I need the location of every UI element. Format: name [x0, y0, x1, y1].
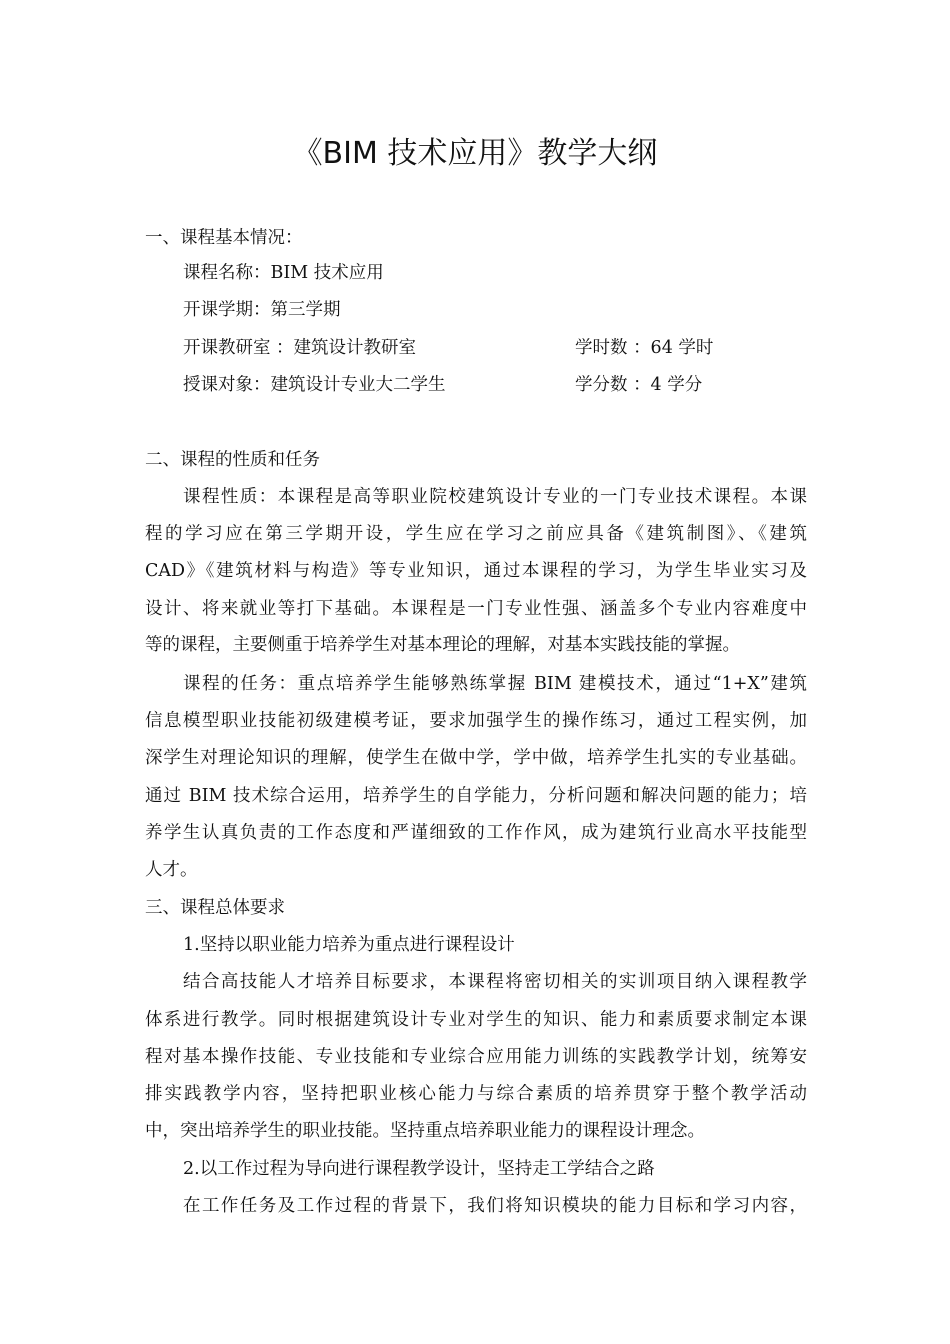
paragraph-line: 体系进行教学。同时根据建筑设计专业对学生的知识、能力和素质要求制定本课	[145, 1010, 807, 1030]
course-semester: 开课学期：第三学期	[183, 300, 341, 320]
paragraph-line: 通过 BIM 技术综合运用，培养学生的自学能力，分析问题和解决问题的能力；培	[145, 786, 807, 806]
paragraph-line: 养学生认真负责的工作态度和严谨细致的工作作风，成为建筑行业高水平技能型	[145, 823, 807, 843]
course-audience: 授课对象：建筑设计专业大二学生	[183, 375, 446, 395]
section-3-heading: 三、课程总体要求	[145, 898, 285, 918]
course-name: 课程名称：BIM 技术应用	[183, 263, 384, 283]
paragraph-line: 设计、将来就业等打下基础。本课程是一门专业性强、涵盖多个专业内容难度中	[145, 599, 807, 619]
course-credits: 学分数 ：4 学分	[575, 375, 703, 395]
paragraph-line: 排实践教学内容，坚持把职业核心能力与综合素质的培养贯穿于整个教学活动	[145, 1084, 807, 1104]
paragraph-line: CAD》《建筑材料与构造》等专业知识，通过本课程的学习，为学生毕业实习及	[145, 561, 807, 581]
paragraph-line: 课程的任务：重点培养学生能够熟练掌握 BIM 建模技术，通过“1+X”建筑	[183, 674, 807, 694]
paragraph-line: 程对基本操作技能、专业技能和专业综合应用能力训练的实践教学计划，统筹安	[145, 1047, 807, 1067]
paragraph-line: 程的学习应在第三学期开设，学生应在学习之前应具备《建筑制图》、《建筑	[145, 524, 807, 544]
paragraph-line: 等的课程，主要侧重于培养学生对基本理论的理解，对基本实践技能的掌握。	[145, 635, 740, 655]
course-hours: 学时数 ：64 学时	[575, 338, 714, 358]
course-department: 开课教研室 ：建筑设计教研室	[183, 338, 417, 358]
paragraph-line: 课程性质：本课程是高等职业院校建筑设计专业的一门专业技术课程。本课	[183, 487, 807, 507]
section-1-heading: 一、课程基本情况：	[145, 228, 303, 248]
paragraph-line: 中，突出培养学生的职业技能。坚持重点培养职业能力的课程设计理念。	[145, 1121, 705, 1141]
subsection-2-title: 2.以工作过程为导向进行课程教学设计，坚持走工学结合之路	[183, 1159, 655, 1179]
section-2-heading: 二、课程的性质和任务	[145, 450, 320, 470]
paragraph-line: 结合高技能人才培养目标要求，本课程将密切相关的实训项目纳入课程教学	[183, 972, 807, 992]
paragraph-line: 深学生对理论知识的理解，使学生在做中学，学中做，培养学生扎实的专业基础。	[145, 748, 807, 768]
paragraph-line: 在工作任务及工作过程的背景下，我们将知识模块的能力目标和学习内容，	[183, 1196, 807, 1216]
paragraph-line: 信息模型职业技能初级建模考证，要求加强学生的操作练习，通过工程实例，加	[145, 711, 807, 731]
paragraph-line: 人才。	[145, 860, 198, 880]
subsection-1-title: 1.坚持以职业能力培养为重点进行课程设计	[183, 935, 515, 955]
document-title: 《BIM 技术应用》教学大纲	[292, 136, 658, 171]
